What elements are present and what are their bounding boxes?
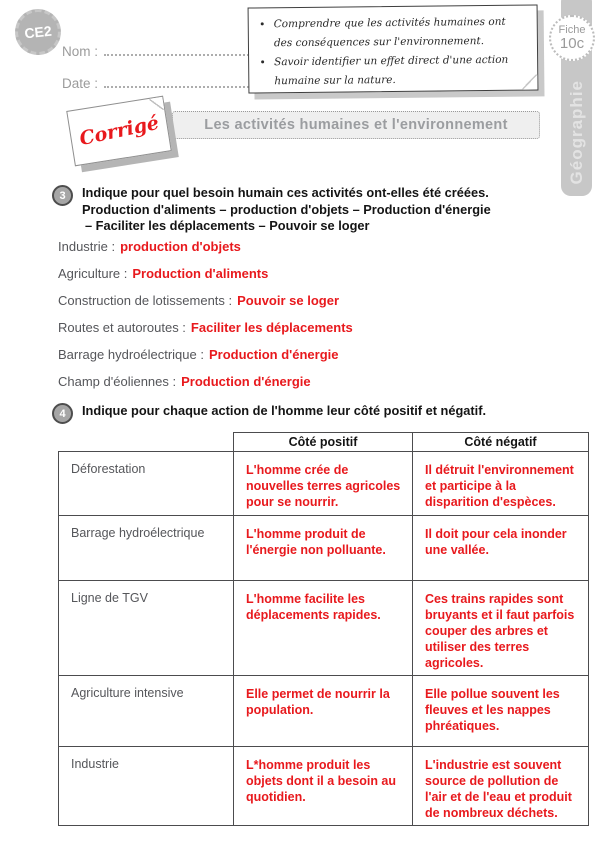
answer-row — [58, 321, 538, 336]
objective-item: • Comprendre que les activités humaines ont des conséquences sur l'environnement. — [274, 13, 527, 53]
exercise4-instruction: Indique pour chaque action de l'homme leur côté positif et négatif. — [82, 403, 487, 418]
objective-item: • Savoir identifier un effet direct d'une action humaine sur la nature. — [274, 50, 527, 90]
answer-row — [58, 348, 538, 363]
row-action: Ligne de TGV — [59, 581, 234, 676]
answer-value: production d'objets — [120, 239, 241, 254]
table-row — [59, 452, 589, 516]
row-negative: Il détruit l'environnement et participe à la disparition d'espèces. — [413, 452, 589, 516]
fiche-number-badge — [549, 15, 595, 61]
table-header-empty — [59, 433, 234, 452]
answer-label: Industrie : — [58, 239, 116, 254]
answer-label: Agriculture : — [58, 266, 128, 281]
date-label: Date : — [62, 76, 99, 91]
exercise3-wordbank-line1: Production d'aliments – production d'objets – Production d'énergie — [82, 201, 491, 217]
answer-value: Faciliter les déplacements — [190, 320, 353, 335]
exercise3-answers — [58, 240, 538, 402]
row-action: Déforestation — [59, 452, 234, 516]
answer-label: Routes et autoroutes : — [58, 320, 186, 335]
row-positive: L'homme produit de l'énergie non polluante. — [234, 516, 413, 581]
objectives-list — [259, 13, 528, 91]
row-action: Agriculture intensive — [59, 676, 234, 747]
stamp-fold-corner — [149, 97, 164, 112]
answer-value: Production d'énergie — [208, 347, 339, 362]
exercise3-instruction — [82, 185, 491, 235]
row-action: Barrage hydroélectrique — [59, 516, 234, 581]
grade-level-label: CE2 — [23, 22, 53, 42]
table-row — [59, 581, 589, 676]
answer-value: Pouvoir se loger — [237, 293, 340, 308]
exercise4-header — [52, 403, 572, 424]
answer-row — [58, 240, 538, 255]
answer-row — [58, 375, 538, 390]
table-row — [59, 516, 589, 581]
answer-label: Construction de lotissements : — [58, 293, 233, 308]
page-title — [172, 111, 540, 139]
table-row — [59, 747, 589, 826]
exercise4-number-badge: 4 — [52, 403, 73, 424]
exercise3-number-badge: 3 — [52, 185, 73, 206]
table-header-negative: Côté négatif — [413, 433, 589, 452]
fiche-label: Fiche — [558, 24, 586, 36]
row-negative: Elle pollue souvent les fleuves et les nappes phréatiques. — [413, 676, 589, 747]
answer-row — [58, 294, 538, 309]
subject-label: Géographie — [566, 79, 586, 184]
row-positive: L'homme crée de nouvelles terres agricoles pour se nourrir. — [234, 452, 413, 516]
table-row — [59, 676, 589, 747]
fiche-number: 10c — [559, 35, 585, 52]
row-positive: Elle permet de nourrir la population. — [234, 676, 413, 747]
row-action: Industrie — [59, 747, 234, 826]
exercise3-wordbank-line2: – Faciliter les déplacements – Pouvoir se loger — [85, 218, 370, 233]
answer-label: Barrage hydroélectrique : — [58, 347, 204, 362]
page-fold-corner — [522, 74, 537, 89]
exercise3-header — [52, 185, 557, 235]
exercise3-instruction-line: Indique pour quel besoin humain ces activités ont-elles été créées. — [82, 185, 489, 200]
row-negative: L'industrie est souvent source de pollution de l'air et de l'eau et produit de nombreux déchets. — [413, 747, 589, 826]
row-positive: L'homme facilite les déplacements rapides. — [234, 581, 413, 676]
positive-negative-table — [58, 432, 589, 826]
table-header-row — [59, 433, 589, 452]
objectives-box — [248, 4, 539, 93]
row-positive: L*homme produit les objets dont il a besoin au quotidien. — [234, 747, 413, 826]
table-header-positive: Côté positif — [234, 433, 413, 452]
answer-label: Champ d'éoliennes : — [58, 374, 177, 389]
answer-value: Production d'énergie — [181, 374, 311, 389]
corrige-stamp — [66, 96, 172, 167]
answer-value: Production d'aliments — [132, 266, 269, 281]
answer-row — [58, 267, 538, 282]
name-label: Nom : — [62, 44, 99, 59]
page-title-text: Les activités humaines et l'environnement — [204, 117, 508, 133]
grade-level-badge — [13, 7, 64, 58]
row-negative: Il doit pour cela inonder une vallée. — [413, 516, 589, 581]
corrige-stamp-label: Corrigé — [77, 111, 161, 151]
row-negative: Ces trains rapides sont bruyants et il faut parfois couper des arbres et utiliser des terres agricoles. — [413, 581, 589, 676]
